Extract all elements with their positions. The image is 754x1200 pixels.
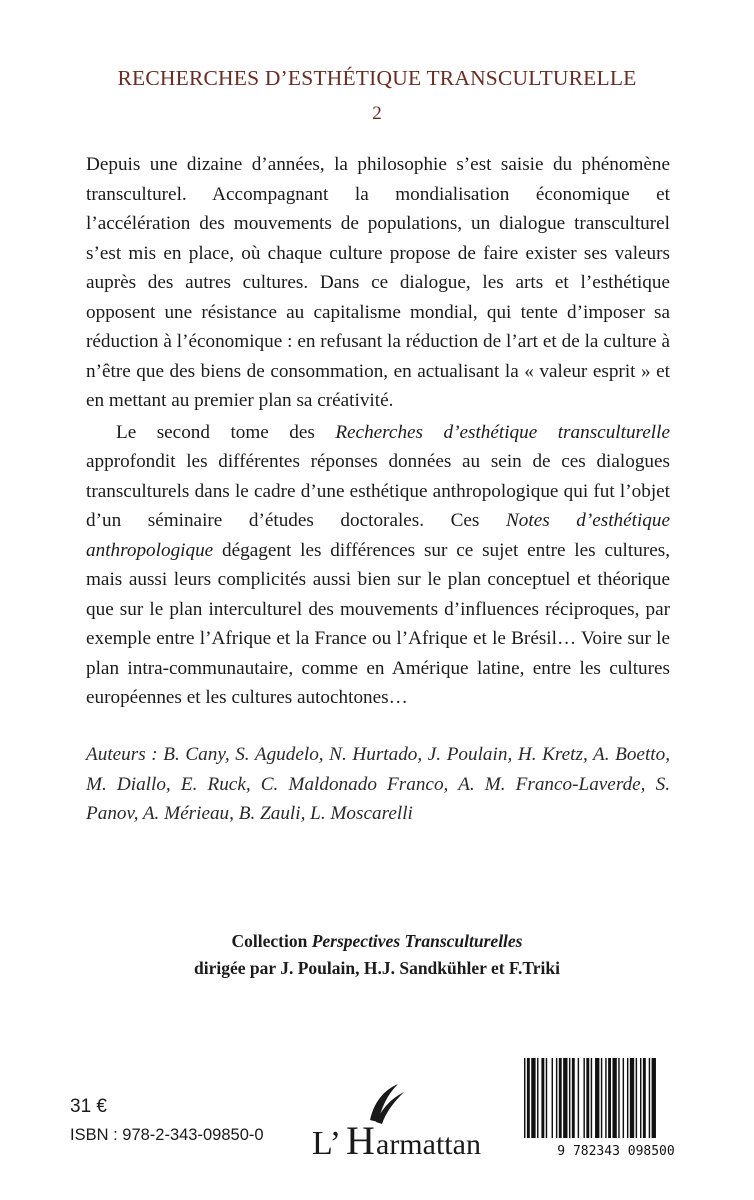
barcode-bar bbox=[583, 1058, 584, 1138]
collection-info bbox=[0, 928, 754, 982]
svg-text:L’: L’ bbox=[312, 1125, 341, 1160]
blurb-p2-italic-notes: Notes d’esthétique anthropologique bbox=[86, 510, 671, 561]
barcode-bar bbox=[572, 1058, 575, 1138]
barcode-bar bbox=[556, 1058, 557, 1138]
svg-text:H: H bbox=[346, 1118, 375, 1160]
barcode-bar bbox=[612, 1058, 616, 1138]
barcode-bar bbox=[623, 1058, 624, 1138]
barcode-bar bbox=[652, 1058, 656, 1138]
barcode-bar bbox=[605, 1058, 606, 1138]
barcode-bar bbox=[595, 1058, 599, 1138]
barcode-bar bbox=[630, 1058, 634, 1138]
collection-prefix: Collection bbox=[231, 931, 312, 951]
collection-line bbox=[0, 928, 754, 955]
publisher-logo bbox=[312, 1080, 492, 1160]
barcode-digits: 9 782343 098500 bbox=[557, 1144, 675, 1158]
barcode-bar bbox=[559, 1058, 562, 1138]
barcode-bar bbox=[578, 1058, 579, 1138]
authors-list: Auteurs : B. Cany, S. Agudelo, N. Hurtado, J. Poulain, H. Kretz, A. Boetto, M. Diallo, E. Ruck, C. Maldonado Franco, A. M. Franco-Laverde, S. Panov, A. Mérieau, B. Zauli, L. Moscarelli bbox=[86, 744, 670, 824]
isbn: ISBN : 978-2-343-09850-0 bbox=[70, 1126, 264, 1144]
barcode-bar bbox=[608, 1058, 611, 1138]
barcode-bar bbox=[569, 1058, 570, 1138]
blurb-paragraph-1: Depuis une dizaine d’années, la philosophie s’est saisie du phénomène transculturel. Accompagnant la mondialisation économique et l’accélération des mouvements de populations, un dialogue transculturel s’est mis en place, où chaque culture propose de faire exister ses valeurs auprès des autres cultures. Dans ce dialogue, les arts et l’esthétique opposent une résistance au capitalisme mondial, qui tente d’imposer sa réduction à l’économique : en refusant la réduction de l’art et de la culture à n’être que des biens de consommation, en actualisant la « valeur esprit » et en mettant au premier plan sa créativité. bbox=[86, 154, 670, 411]
svg-text:armattan: armattan bbox=[376, 1128, 481, 1160]
barcode-bar bbox=[649, 1058, 650, 1138]
barcode-bar bbox=[601, 1058, 602, 1138]
barcode-bar bbox=[527, 1058, 530, 1138]
collection-directors: dirigée par J. Poulain, H.J. Sandkühler et F.Triki bbox=[194, 958, 560, 978]
barcode-bar bbox=[552, 1058, 553, 1138]
volume-number: 2 bbox=[372, 103, 382, 124]
barcode-bar bbox=[591, 1058, 592, 1138]
blurb-p2-italic-title: Recherches d’esthétique transculturelle bbox=[335, 421, 670, 443]
barcode-bar bbox=[524, 1058, 525, 1138]
isbn-barcode bbox=[518, 1058, 714, 1158]
barcode-bar bbox=[586, 1058, 589, 1138]
barcode-bar bbox=[618, 1058, 619, 1138]
barcode-bar bbox=[531, 1058, 535, 1138]
blurb-p2-text-c: dégagent les différences sur ce sujet entre les cultures, mais aussi leurs complicités aussi bien sur le plan conceptuel et théorique que sur le plan interculturel des mouvements d’influences réciproques, par exemple entre l’Afrique et la France ou l’Afrique et le Brésil… Voire sur le plan intra-communautaire, comme en Amérique latine, entre les cultures européennes et les cultures autochtones… bbox=[86, 539, 670, 708]
barcode-bar bbox=[640, 1058, 641, 1138]
barcode-bar bbox=[546, 1058, 547, 1138]
collection-name: Perspectives Transculturelles bbox=[311, 931, 523, 951]
barcode-bar bbox=[643, 1058, 646, 1138]
blurb bbox=[86, 150, 670, 713]
barcode-bar bbox=[627, 1058, 628, 1138]
barcode-bar bbox=[537, 1058, 538, 1138]
barcode-bar bbox=[563, 1058, 567, 1138]
price: 31 € bbox=[70, 1096, 107, 1117]
barcode-bar bbox=[636, 1058, 637, 1138]
book-title: RECHERCHES D’ESTHÉTIQUE TRANSCULTURELLE bbox=[117, 66, 637, 90]
barcode-bar bbox=[541, 1058, 544, 1138]
blurb-p2-text-b: approfondit les différentes réponses données au sein de ces dialogues transculturels dans le cadre d’une esthétique anthropologique qui fut l’objet d’un séminaire d’études doctorales. Ces bbox=[86, 451, 670, 531]
blurb-paragraph-2 bbox=[86, 418, 670, 713]
blurb-p2-text-a: Le second tome des bbox=[116, 421, 336, 443]
